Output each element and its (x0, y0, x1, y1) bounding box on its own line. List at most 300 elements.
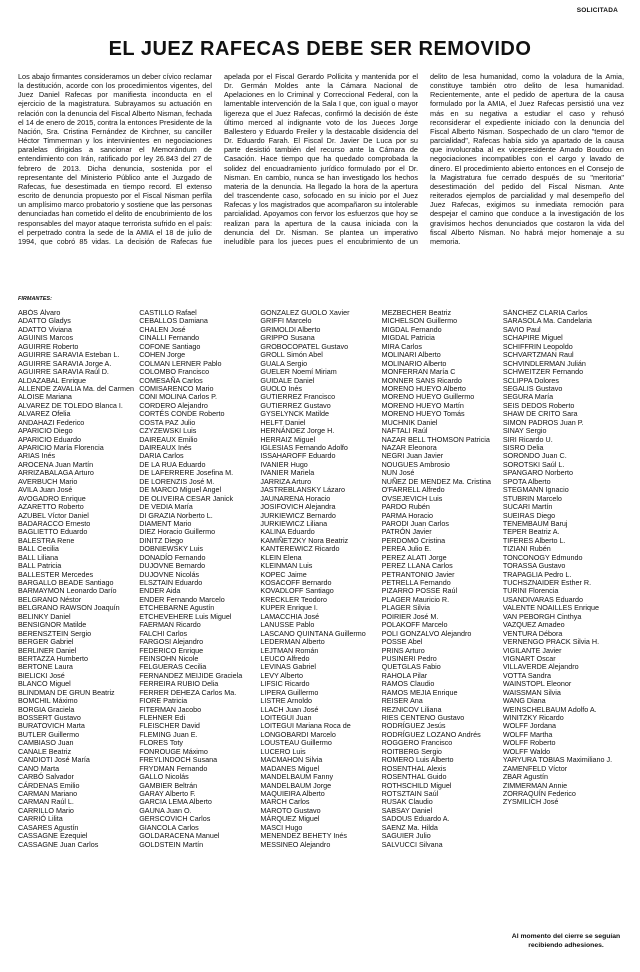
signer-name: SCHVINDLERMAN Julián (502, 358, 586, 368)
signer-name: WAISSMAN Silvia (502, 687, 561, 697)
signer-name: FEDERICO Enrique (139, 645, 204, 655)
signer-name: JASTREBLANSKY Lázaro (260, 485, 345, 495)
signer-name: RUSAK Claudio (381, 797, 433, 807)
signer-name: DIEZ Horacio Guillermo (139, 527, 216, 537)
signer-name: POLI GONZALVO Alejandro (381, 628, 472, 638)
signer-name: ROITBERG Sergio (381, 746, 442, 756)
signer-name: AVERBUCH Mario (18, 476, 78, 486)
signer-name: FIORE Patricia (139, 696, 188, 706)
signer-name: GERSCOVICH Carlos (139, 814, 211, 824)
signer-name: KRECKLER Teodoro (260, 594, 327, 604)
signer-name: GROLL Simón Abel (260, 350, 323, 360)
signer-name: CEBALLOS Damiana (139, 316, 208, 326)
signer-name: ROTHSCHILD Miguel (381, 780, 452, 790)
signer-name: FEINSOHN Nicole (139, 653, 199, 663)
signer-name: SUEIRAS Diego (502, 510, 556, 520)
signer-name: HELFT Daniel (260, 417, 306, 427)
signer-name: SEGALIS Gustavo (502, 383, 563, 393)
signer-name: TRAPAGLIA Pedro L. (502, 569, 572, 579)
signer-name: JOSIFOVICH Alejandra (260, 502, 336, 512)
signer-name: COMESAÑA Carlos (139, 375, 203, 385)
signer-name: FERNANDEZ MEIJIDE Graciela (139, 670, 243, 680)
signer-name: AVILA Juan José (18, 485, 73, 495)
signer-name: ALVAREZ Ofelia (18, 409, 71, 419)
signer-name: CASSAGNE Ezequiel (18, 831, 88, 841)
page-title: EL JUEZ RAFECAS DEBE SER REMOVIDO (108, 38, 532, 60)
signer-name: MEZBECHER Beatriz (381, 309, 452, 317)
signer-name: BURATOVICH Marta (18, 721, 85, 731)
signer-name: DE VEDIA María (139, 502, 193, 512)
signer-name: MIRA Carlos (381, 341, 422, 351)
signer-name: LASCANO QUINTANA Guillermo (260, 628, 366, 638)
signer-name: KAMIÑETZKY Nora Beatriz (260, 535, 349, 545)
signer-name: AGUINIS Marcos (18, 333, 74, 343)
signers-list (18, 309, 624, 969)
signer-name: SCLIPPA Dolores (502, 375, 560, 385)
signer-name: PEREZ LLANA Carlos (381, 561, 453, 571)
signer-name: WAINSTOPL Eleonor (502, 679, 572, 689)
signer-name: WOLFF Jordana (502, 721, 556, 731)
signer-name: CHALEN José (139, 324, 186, 334)
signer-name: LEVINAS Gabriel (260, 662, 316, 672)
signer-name: BERTAZZA Humberto (18, 653, 89, 663)
signer-name: COLOMBO Francisco (139, 367, 210, 377)
closing-note: Al momento del cierre se seguían recibiendo adhesiones. (511, 933, 621, 949)
signer-name: LANUSSE Pablo (260, 620, 315, 630)
signer-name: SCHWEITZER Fernando (502, 367, 584, 377)
signer-name: CASSAGNE Juan Carlos (18, 839, 99, 849)
signer-name: BERENSZTEIN Sergio (18, 628, 92, 638)
signer-name: DONADÍO Fernando (139, 552, 206, 562)
signer-name: KOSACOFF Bernardo (260, 578, 332, 587)
signer-name: CONI MOLINA Carlos P. (139, 392, 217, 402)
signer-name: OVSEJEVICH Luis (381, 493, 443, 503)
signer-name: ETCHEVEHERE Luis Miguel (139, 611, 232, 621)
signer-name: MAROTO Gustavo (260, 805, 321, 815)
signer-name: GAUNA Juan O. (139, 805, 192, 815)
signer-name: REISER Ana (381, 696, 423, 706)
signer-name: BADARACCO Ernesto (18, 518, 91, 528)
signer-name: SOROTSKI Saúl L. (502, 459, 565, 469)
signer-name: MORENO HUEYO Alberto (381, 383, 466, 393)
signer-name: TIFERES Alberto L. (502, 535, 566, 545)
signer-name: COSTA PAZ Julio (139, 417, 196, 427)
signer-name: SABSAY Daniel (381, 805, 433, 815)
signer-name: TURINI Florencia (502, 586, 559, 596)
signer-name: AROCENA Juan Martín (18, 459, 94, 469)
signer-name: BENSIGNOR Matilde (18, 620, 87, 630)
signer-name: ARIAS Inés (18, 451, 56, 461)
signer-name: POLAKOFF Marcelo (381, 620, 448, 630)
signer-name: LLACH Juan José (260, 704, 319, 714)
signer-name: GIANCOLA Carlos (139, 822, 199, 832)
signers-column-1 (18, 309, 139, 969)
signer-name: PARODI Juan Carlos (381, 518, 449, 528)
signer-name: SAENZ Ma. Hilda (381, 822, 438, 832)
signer-name: BALL Patricia (18, 561, 62, 571)
signer-name: GALLO Nicolás (139, 772, 189, 782)
signer-name: PEREA Julio E. (381, 544, 432, 554)
signer-name: BIELICKI José (18, 670, 65, 680)
signer-name: O'FARRELL Alfredo (381, 485, 445, 495)
signer-name: ROGGERO Francisco (381, 738, 453, 748)
signer-name: IVANIER Mariela (260, 468, 315, 478)
signer-name: MORENO HUEYO Tomás (381, 409, 465, 419)
signer-name: IGLESIAS Fernando Adolfo (260, 443, 348, 452)
signer-name: RAHOLA Pilar (381, 670, 428, 680)
signer-name: CASARES Agustín (18, 822, 79, 832)
signer-name: ABÓS Álvaro (18, 309, 61, 317)
signer-name: JURKIEWICZ Liliana (260, 518, 328, 528)
signer-name: GYSELYNCK Matilde (260, 409, 329, 419)
signer-name: MENENDEZ BEHETY Inés (260, 831, 347, 841)
signer-name: MONFERRAN María C (381, 367, 456, 377)
signer-name: FREYLINDOCH Susana (139, 755, 218, 765)
signer-name: BARMAYMON Leonardo Darío (18, 586, 117, 596)
body-paragraph: Los abajo firmantes consideramos un deber cívico reclamar la destitución, acorde con los procedimientos vigentes, del Juez Daniel Rafecas por manifiesta inconducta en el ejercicio de la magistratura. Subrayamos su actuación en relación con la denuncia del Fiscal Alberto Nisman, fechada el 14 de enero de 2015, contra la entonces Presidente de la Nación, Sra. Cristina Fernández de Kirchner, su canciller Héctor Timmerman y los intervinientes en negociaciones paralelas dirigidas a sancionar el Memorándum de entendimiento con Irán, ratificado por ley 26.843 del 27 de febrero de 2013. Dicha denuncia, sostenida por el representante del Ministerio Público ante el Juzgado de Rafecas, fue desestimada en tiempo record. El extenso escrito de denuncia propuesto por el Fiscal Nisman perfila un amplísimo marco probatorio y sostiene que las personas denunciadas han cometido el delito de encubrimiento de los responsables del mayor ataque terrorista sufrido en el país: el perpetrado contra la sede de la AMIA el 18 de julio de 1994, que cobró 85 vidas. La decisión de Rafecas fue apelada por el Fiscal Gerardo Pollicita y mantenida por el Dr. Germán Moldes ante la Cámara Nacional de Apelaciones en lo Criminal y Correccional Federal, con la lamentable intervención de la Sala I que, con igual o mayor ligereza que el Juez Rafecas, confirmó la decisión de éste último merced al indignante voto de los Jueces Jorge Ballestero y Eduardo Freiler y la destacable disidencia del Dr. Eduardo Farah. El Fiscal Dr. Javier De Luca por su parte desistió también del recurso ante la Cámara de Casación. Hace tiempo que ha quedado comprobada la solidez del encuadramiento jurídico formulado por el Dr. Nisman. En cambio, nunca se han investigado los hechos materia de la denuncia. Ha llegado la hora de la apertura del trascendente caso, sofocado en su inicio por el Juez Rafecas y los magistrados que acompañaron su intolerable parcialidad. Apoyamos con fervor los esfuerzos que hoy se realizan para la apertura de la causa iniciada con la denuncia del Dr. Nisman. Se plantea un imperativo ineludible para los jueces pues el encubrimiento de un delito de lesa humanidad, como la voladura de la Amia, constituye también otro delito de lesa humanidad. Recientemente, ante el pedido de apertura de la causa formulado por la AMIA, el Juez Rafecas persistió una vez más en su negativa a estudiar el caso y rehusó reconsiderar el expediente iniciado con la denuncia del Fiscal Alberto Nisman. Sospechado de un claro "temor de parcialidad", Rafecas había sido ya apartado de la causa que involucraba al ex vicepresidente Amado Boudou en negociaciones incompatibles con el cargo y lavado de dinero. El procedimiento abierto entonces en el Consejo de la Magistratura fue cerrado después de su "meritoria" desestimación del pedido del Fiscal Nisman. Ante reiterados ejemplos de parcialidad y mal desempeño del Juez Rafecas, exigimos su inmediata remoción para despejar el camino que conduce a la investigación de los gravísimos hechos denunciados que costaron la vida del fiscal Alberto Nisman. No habrá mejor homenaje a su memoria. (18, 72, 624, 246)
signer-name: WEINSCHELBAUM Adolfo A. (502, 704, 597, 714)
signer-name: SIRI Ricardo U. (502, 434, 553, 444)
signer-name: PATRÓN Javier (381, 527, 432, 537)
signer-name: NOUGUES Ambrosio (381, 459, 450, 469)
signer-name: NAZAR BELL THOMSON Patricia (381, 434, 490, 444)
signer-name: BARGALLO BEADE Santiago (18, 578, 114, 587)
signer-name: MESSINEO Alejandro (260, 839, 331, 849)
signer-name: GRIMOLDI Alberto (260, 324, 321, 334)
signer-name: RAMOS MEJIA Enrique (381, 687, 458, 697)
signer-name: IVANIER Hugo (260, 459, 308, 469)
signer-name: DI GRAZIA Norberto L. (139, 510, 213, 520)
signer-name: RAMOS Claudio (381, 679, 435, 689)
signer-name: ZIMMERMAN Annie (502, 780, 568, 790)
signer-name: APARICIO Diego (18, 426, 73, 436)
signer-name: CORTÉS CONDE Roberto (139, 409, 225, 419)
signer-name: SEIS DEDOS Roberto (502, 400, 575, 410)
signer-name: GRIPPO Susana (260, 333, 315, 343)
signer-name: MARCH Carlos (260, 797, 310, 807)
signers-column-3 (260, 309, 381, 969)
signer-name: JARRIZA Arturo (260, 476, 312, 486)
signer-name: BAGLIETTO Eduardo (18, 527, 88, 537)
signer-name: RODRÍGUEZ LOZANO Andrés (381, 729, 481, 739)
signer-name: DE LA RUA Eduardo (139, 459, 206, 469)
signer-name: ZYSMILICH José (502, 797, 559, 807)
signer-name: LOITEGUI Juan (260, 713, 312, 722)
signer-name: FITERMAN Jacobo (139, 704, 202, 714)
signer-name: ALVAREZ DE TOLEDO Blanca I. (18, 400, 123, 410)
signer-name: LUCERO Luis (260, 746, 306, 756)
signer-name: ISSAHAROFF Eduardo (260, 451, 336, 461)
signer-name: USANDIVARAS Eduardo (502, 594, 583, 604)
signer-name: VOTTA Sandra (502, 670, 552, 680)
signer-name: LIPERA Guillermo (260, 687, 319, 697)
signer-name: ZORRAQUÍN Federico (502, 788, 576, 798)
signer-name: GUTIERREZ Gustavo (260, 400, 331, 410)
signer-name: DE LORENZIS José M. (139, 476, 215, 486)
signer-name: BLINDMAN DE GRUN Beatriz (18, 687, 115, 697)
signer-name: TORASSA Gustavo (502, 561, 566, 571)
signer-name: MANDELBAUM Fanny (260, 772, 334, 782)
signer-name: VENTURA Débora (502, 628, 563, 638)
signer-name: AGUIRRE SARAVIA Jorge A. (18, 358, 112, 368)
signer-name: VIGILANTE Javier (502, 645, 562, 655)
signer-name: LIFSIC Ricardo (260, 679, 310, 689)
signer-name: TEPER Beatriz A. (502, 527, 560, 537)
signer-name: KOPEC Jaime (260, 569, 307, 579)
signer-name: FERREIRA RUBIO Delia (139, 679, 219, 689)
signer-name: AZUBEL Víctor Daniel (18, 510, 89, 520)
signer-name: LAMACCHIA José (260, 611, 320, 621)
signer-name: GRIFFI Marcelo (260, 316, 312, 326)
signer-name: KLEINMAN Luis (260, 561, 313, 571)
signer-name: ROTSZTAIN Saúl (381, 788, 439, 798)
signer-name: DE MARCO Miguel Angel (139, 485, 222, 495)
signer-name: BLANCO Miguel (18, 679, 71, 689)
signer-name: LEDERMAN Alberto (260, 637, 325, 647)
signer-name: CANDIOTI José María (18, 755, 90, 765)
signer-name: BALL Liliana (18, 552, 59, 562)
signer-name: FRYDMAN Fernando (139, 763, 208, 773)
signer-name: MORENO HUEYO Martín (381, 400, 464, 410)
signer-name: VAN PEBORGH Cinthya (502, 611, 582, 621)
signer-name: LEUCO Alfredo (260, 653, 310, 663)
signer-name: SISRO Delia (502, 443, 544, 452)
signer-name: GAMBIER Beltrán (139, 780, 198, 790)
signer-name: FARGOSI Alejandro (139, 637, 204, 647)
signer-name: LOUSTEAU Guillermo (260, 738, 332, 748)
signer-name: JURKIEWICZ Bernardo (260, 510, 336, 520)
signer-name: ARRIZABALAGA Arturo (18, 468, 94, 478)
signer-name: ZAMENFELD Víctor (502, 763, 568, 773)
signer-name: ALDAZABAL Enrique (18, 375, 87, 385)
signer-name: ALLENDE ZAVALIA Ma. del Carmen (18, 383, 134, 393)
signer-name: TIZIANI Rubén (502, 544, 551, 554)
signer-name: GOLDARACENA Manuel (139, 831, 220, 841)
signer-name: NAZAR Eleonora (381, 443, 437, 452)
signer-name: GUELER Noemí Miriam (260, 367, 337, 377)
signer-name: ANDAHAZI Federico (18, 417, 85, 427)
signer-name: SCHIFFRIN Leopoldo (502, 341, 573, 351)
signer-name: DAIREAUX Emilio (139, 434, 198, 444)
signer-name: BERTONE Laura (18, 662, 73, 672)
signer-name: SEGURA María (502, 392, 554, 402)
signer-name: ROSENTHAL Alexis (381, 763, 447, 773)
signer-name: DIAMENT Mario (139, 518, 192, 528)
signer-name: VALENTE NOAILLES Enrique (502, 603, 599, 613)
signer-name: MASCI Hugo (260, 822, 303, 832)
signer-name: CÁRDENAS Emilio (18, 780, 80, 790)
signer-name: KLEIN Elena (260, 552, 302, 562)
signer-name: SADOUS Eduardo A. (381, 814, 450, 824)
signer-name: DOBNIEWSKY Luis (139, 544, 203, 554)
signer-name: FLEMING Juan E. (139, 729, 198, 739)
signer-name: CARRILLO Mario (18, 805, 74, 815)
section-label: SOLICITADA (576, 7, 618, 14)
signer-name: CZYZEWSKI Luis (139, 426, 197, 436)
signer-name: BALLESTER Mercedes (18, 569, 94, 579)
signer-name: WANG Diana (502, 696, 546, 706)
signer-name: VAZQUEZ Amadeo (502, 620, 565, 630)
signer-name: NAFTALI Raúl (381, 426, 428, 436)
signer-name: BELGRANO Néstor (18, 594, 82, 604)
signer-name: WOLFF Roberto (502, 738, 556, 748)
signer-name: GONZALEZ GUOLO Xavier (260, 309, 350, 317)
signer-name: AGUIRRE Roberto (18, 341, 79, 351)
signer-name: KUPER Enrique I. (260, 603, 318, 613)
signer-name: GOLDSTEIN Martín (139, 839, 204, 849)
signer-name: SUCARI Martín (502, 502, 553, 512)
signer-name: COMISARENCO Mario (139, 383, 214, 393)
signer-name: SPOTA Alberto (502, 476, 551, 486)
signer-name: GUOLO Inés (260, 383, 302, 393)
signer-name: GARCIA LEMA Alberto (139, 797, 212, 807)
signer-name: ALOISE Mariana (18, 392, 72, 402)
signer-name: BUTLER Guillermo (18, 729, 80, 739)
signer-name: PIZARRO POSSE Raúl (381, 586, 458, 596)
signer-name: VILLAVERDE Alejandro (502, 662, 579, 672)
signer-name: JAUNARENA Horacio (260, 493, 331, 503)
signer-name: RODRÍGUEZ Jesús (381, 721, 446, 731)
signer-name: FELGUERAS Cecilia (139, 662, 207, 672)
signer-name: ETCHEBARNE Agustín (139, 603, 215, 613)
signer-name: MAQUIEIRA Alberto (260, 788, 325, 798)
signer-name: GROBOCOPATEL Gustavo (260, 341, 349, 351)
signer-name: KANTEREWICZ Ricardo (260, 544, 340, 554)
signer-name: FALCHI Carlos (139, 628, 188, 638)
signer-name: CANO Marta (18, 763, 60, 773)
signer-name: SPANGARO Norberto (502, 468, 573, 478)
top-rule (0, 0, 640, 18)
signer-name: MIGDAL Fernando (381, 324, 442, 334)
signer-name: WOLFF Martha (502, 729, 553, 739)
signer-name: SCHAPIRE Miguel (502, 333, 563, 343)
signer-name: CARBÓ Salvador (18, 772, 74, 782)
signer-name: VIGNART Oscar (502, 653, 556, 663)
signer-name: KOVADLOFF Santiago (260, 586, 334, 596)
signers-column-4 (382, 309, 503, 969)
signer-name: WOLFF Waldo (502, 746, 551, 756)
signer-name: ZBAR Agustín (502, 772, 548, 782)
signer-name: QUETGLAS Fabio (381, 662, 441, 672)
signer-name: MIGDAL Patricia (381, 333, 435, 343)
signer-name: STUBRIN Marcelo (502, 493, 562, 503)
signer-name: GUTIERREZ Francisco (260, 392, 336, 402)
signer-name: RIES CENTENO Gustavo (381, 713, 465, 722)
signer-name: LEVY Alberto (260, 670, 304, 680)
signer-name: DARIA Carlos (139, 451, 184, 461)
signer-name: NEGRI Juan Javier (381, 451, 444, 461)
signer-name: MÁRQUEZ Miguel (260, 814, 320, 824)
signer-name: BOSSERT Gustavo (18, 713, 81, 722)
signer-name: PRINS Arturo (381, 645, 425, 655)
signer-name: PETRANTONIO Javier (381, 569, 455, 579)
signer-name: LOITEGUI Mariana Roca de (260, 721, 351, 731)
signer-name: ROSENTHAL Guido (381, 772, 447, 782)
signer-name: BALESTRA Rene (18, 535, 75, 545)
signer-name: SIMON PADROS Juan P. (502, 417, 584, 427)
signer-name: ADATTO Viviana (18, 324, 72, 334)
signer-name: CORDERO Alejandro (139, 400, 208, 410)
signer-name: ROMERO Luis Alberto (381, 755, 454, 765)
signer-name: MORENO HUEYO Guillermo (381, 392, 475, 402)
signer-name: GUALA Sergio (260, 358, 308, 368)
signers-label: FIRMANTES: (18, 296, 52, 302)
signer-name: SÁNCHEZ CLARIA Carlos (502, 309, 588, 317)
signer-name: SAVIO Paul (502, 324, 541, 334)
signer-name: SORONDO Juan C. (502, 451, 567, 461)
signer-name: DUJOVNE Nicolás (139, 569, 200, 579)
signer-name: SARASOLA Ma. Candelaria (502, 316, 592, 326)
signer-name: DAIREAUX Inés (139, 443, 192, 452)
signer-name: HERRAIZ Miguel (260, 434, 316, 444)
signer-name: MONNER SANS Ricardo (381, 375, 462, 385)
signer-name: FERRER DEHEZA Carlos Ma. (139, 687, 237, 697)
signer-name: YARYURA TOBIAS Maximiliano J. (502, 755, 613, 765)
body-text (18, 72, 624, 286)
signer-name: ADATTO Gladys (18, 316, 71, 326)
signer-name: CASTILLO Rafael (139, 309, 197, 317)
signer-name: CAMBIASO Juan (18, 738, 74, 748)
signer-name: PLAGER Mauricio R. (381, 594, 450, 604)
signer-name: BORGIA Graciela (18, 704, 75, 714)
signers-column-5 (503, 309, 624, 969)
signer-name: LONGOBARDI Marcelo (260, 729, 336, 739)
signer-name: LEJTMAN Román (260, 645, 319, 655)
signer-name: GUIDALE Daniel (260, 375, 315, 385)
signer-name: BELINKY Daniel (18, 611, 71, 621)
signer-name: TUCHSZNAIDER Esther R. (502, 578, 592, 587)
signer-name: MOLINARIO Alberto (381, 358, 447, 368)
signer-name: CARMAN Mariano (18, 788, 78, 798)
signer-name: AGUIRRE SARAVIA Esteban L. (18, 350, 120, 360)
signer-name: STEGMANN Ignacio (502, 485, 569, 495)
signers-column-2 (139, 309, 260, 969)
signer-name: MICHELSON Guillermo (381, 316, 458, 326)
signer-name: DE OLIVEIRA CESAR Janick (139, 493, 234, 503)
signer-name: ENDER Aida (139, 586, 181, 596)
signer-name: CINALLI Fernando (139, 333, 200, 343)
signer-name: HERNÁNDEZ Jorge H. (260, 426, 335, 436)
signer-name: PARMA Horacio (381, 510, 434, 520)
signer-name: FONROUGE Máximo (139, 746, 208, 756)
signer-name: ENDER Fernando Marcelo (139, 594, 225, 604)
signer-name: FLEHNER Edi (139, 713, 186, 722)
signer-name: MUCHNIK Daniel (381, 417, 438, 427)
signer-name: BERGER Gabriel (18, 637, 74, 647)
signer-name: TENEMBAUM Baruj (502, 518, 568, 528)
signer-name: MOLINARI Alberto (381, 350, 441, 360)
signer-name: COFONE Santiago (139, 341, 201, 351)
signer-name: SINAY Sergio (502, 426, 547, 436)
signer-name: BELGRANO RAWSON Joaquín (18, 603, 120, 613)
signer-name: FLORES Toty (139, 738, 184, 748)
signer-name: SCHVARTZMAN Raul (502, 350, 574, 360)
signer-name: NUN José (381, 468, 415, 478)
signer-name: DINITZ Diego (139, 535, 184, 545)
signer-name: COHEN Jorge (139, 350, 186, 360)
signer-name: PERDOMO Cristina (381, 535, 446, 545)
signer-name: AVOGADRO Enrique (18, 493, 86, 503)
signer-name: MADANES Miguel (260, 763, 320, 773)
signer-name: PARDO Rubén (381, 502, 430, 512)
signer-name: AZARETTO Roberto (18, 502, 84, 512)
signer-name: POIRIER José M. (381, 611, 439, 621)
signer-name: AGUIRRE SARAVIA Raúl D. (18, 367, 109, 377)
signer-name: BERLINER Daniel (18, 645, 77, 655)
signer-name: BALL Cecilia (18, 544, 59, 554)
signer-name: CARRIÓ Lilita (18, 814, 63, 824)
signer-name: PLAGER Silvia (381, 603, 430, 613)
